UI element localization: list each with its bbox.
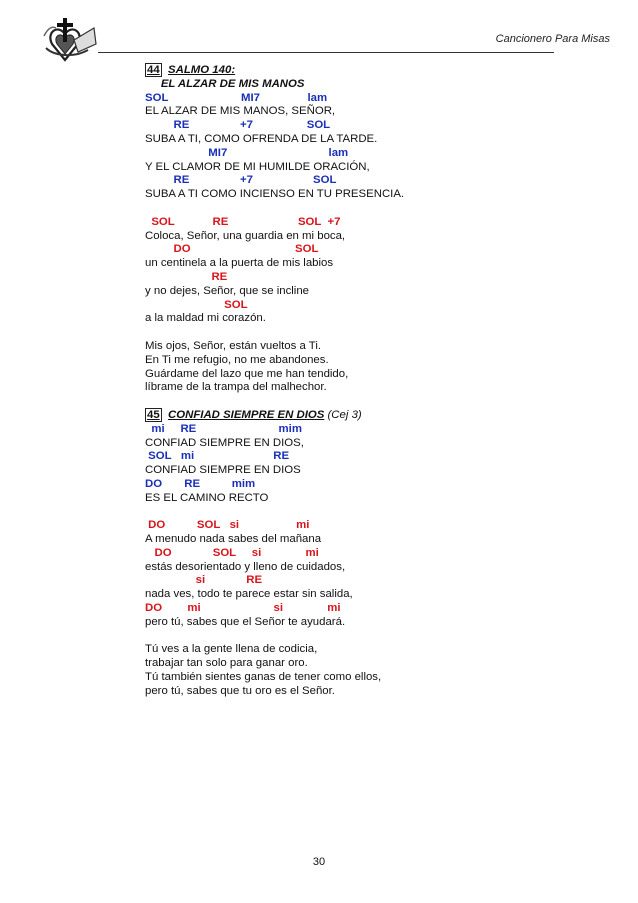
- lyric-line: ES EL CAMINO RECTO: [145, 491, 269, 504]
- chord-line: RE: [145, 270, 228, 283]
- song-title: SALMO 140:: [168, 64, 236, 76]
- lyric-line: CONFIAD SIEMPRE EN DIOS,: [145, 436, 304, 449]
- lyric-line: nada ves, todo te parece estar sin salida,: [145, 588, 353, 601]
- chord-line: RE +7 SOL: [145, 174, 337, 187]
- chord-line: DO RE mim: [145, 477, 256, 490]
- lyric-line: Coloca, Señor, una guardia en mi boca,: [145, 229, 346, 242]
- song-number: 44: [147, 64, 160, 76]
- chord-line: DO mi si mi: [145, 602, 341, 615]
- lyric-line: Y EL CLAMOR DE MI HUMILDE ORACIÓN,: [145, 160, 370, 173]
- lyric-line: pero tú, sabes que tu oro es el Señor.: [145, 684, 335, 697]
- chord-line: SOL mi RE: [145, 450, 290, 463]
- song-heading: [145, 64, 565, 78]
- song-number: 45: [147, 408, 160, 421]
- lyric-line: A menudo nada sabes del mañana: [145, 533, 322, 546]
- chord-line: SOL MI7 lam: [145, 91, 328, 104]
- chord-line: RE +7 SOL: [145, 119, 331, 132]
- section-gap: [145, 395, 565, 409]
- stanza-gap: [145, 326, 565, 340]
- song-heading: [145, 409, 565, 423]
- lyric-line: estás desorientado y lleno de cuidados,: [145, 560, 346, 573]
- lyric-line: un centinela a la puerta de mis labios: [145, 257, 334, 270]
- header-title: Cancionero Para Misas: [495, 33, 610, 45]
- lyric-line: CONFIAD SIEMPRE EN DIOS: [145, 464, 301, 477]
- lyric-line: pero tú, sabes que el Señor te ayudará.: [145, 615, 346, 628]
- stanza-gap: [145, 506, 565, 520]
- chord-line: DO SOL si mi: [145, 546, 319, 559]
- chord-line: DO SOL: [145, 243, 319, 256]
- lyric-line: Guárdame del lazo que me han tendido,: [145, 367, 349, 380]
- lyric-line: Mis ojos, Señor, están vueltos a Ti.: [145, 339, 322, 352]
- lyric-line: EL ALZAR DE MIS MANOS, SEÑOR,: [145, 105, 336, 118]
- page-number: 30: [312, 856, 326, 868]
- song-subtitle: EL ALZAR DE MIS MANOS: [145, 77, 305, 90]
- song-list: [145, 64, 565, 699]
- song-title: CONFIAD SIEMPRE EN DIOS: [168, 408, 325, 421]
- chord-line: si RE: [145, 574, 263, 587]
- lyric-line: SUBA A TI COMO INCIENSO EN TU PRESENCIA.: [145, 188, 405, 201]
- chord-line: SOL RE SOL +7: [145, 215, 341, 228]
- header-divider: [98, 52, 554, 53]
- stanza-gap: [145, 630, 565, 644]
- stanza-gap: [145, 202, 565, 216]
- lyric-line: En Ti me refugio, no me abandones.: [145, 353, 329, 366]
- chord-line: SOL: [145, 298, 248, 311]
- lyric-line: Tú también sientes ganas de tener como ellos,: [145, 671, 382, 684]
- chord-line: mi RE mim: [145, 422, 302, 435]
- lyric-line: Tú ves a la gente llena de codicia,: [145, 643, 318, 656]
- capo-note: (Cej 3): [327, 408, 362, 421]
- chord-line: MI7 lam: [145, 146, 349, 159]
- lyric-line: SUBA A TI, COMO OFRENDA DE LA TARDE.: [145, 132, 378, 145]
- heart-cross-emblem-icon: [38, 14, 100, 66]
- lyric-line: líbrame de la trampa del malhechor.: [145, 381, 327, 394]
- lyric-line: trabajar tan solo para ganar oro.: [145, 657, 308, 670]
- lyric-line: a la maldad mi corazón.: [145, 312, 266, 325]
- lyric-line: y no dejes, Señor, que se incline: [145, 284, 310, 297]
- chord-line: DO SOL si mi: [145, 519, 310, 532]
